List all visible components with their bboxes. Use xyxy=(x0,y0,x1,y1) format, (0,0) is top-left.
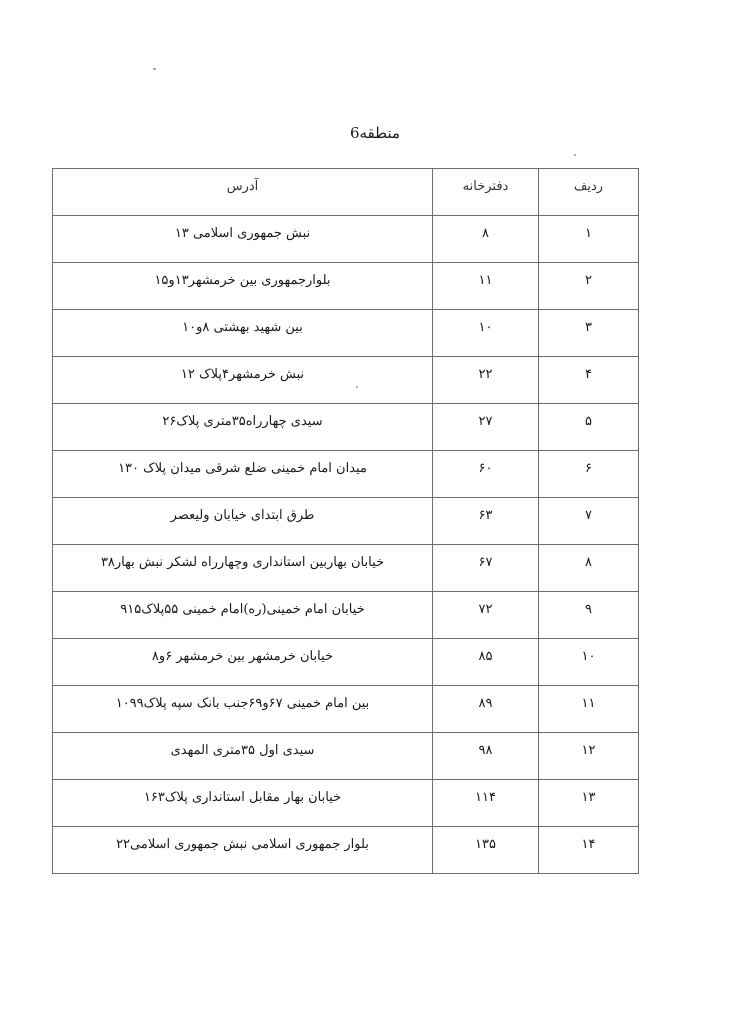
cell-address: میدان امام خمینی ضلع شرقی میدان پلاک ۱۳۰ xyxy=(53,451,433,498)
cell-office: ۱۱ xyxy=(433,263,539,310)
cell-office: ۸۹ xyxy=(433,686,539,733)
cell-address: طرق ابتدای خیابان ولیعصر xyxy=(53,498,433,545)
cell-office: ۶۳ xyxy=(433,498,539,545)
cell-office: ۱۰ xyxy=(433,310,539,357)
cell-office: ۲۲ xyxy=(433,357,539,404)
cell-address: نبش خرمشهر۴پلاک ۱۲ xyxy=(53,357,433,404)
cell-row-number: ۵ xyxy=(539,404,639,451)
header-office: دفترخانه xyxy=(433,169,539,216)
scan-speck xyxy=(574,154,576,156)
cell-address: خیابان امام خمینی(ره)امام خمینی ۵۵پلاک۹۱۵ xyxy=(53,592,433,639)
table-row xyxy=(53,498,639,545)
cell-office: ۸۵ xyxy=(433,639,539,686)
scan-speck xyxy=(153,68,156,70)
table-row xyxy=(53,310,639,357)
table-row xyxy=(53,827,639,874)
cell-address: بلوارجمهوری بین خرمشهر۱۳و۱۵ xyxy=(53,263,433,310)
cell-address: سیدی چهارراه۳۵متری پلاک۲۶ xyxy=(53,404,433,451)
cell-row-number: ۱۳ xyxy=(539,780,639,827)
cell-row-number: ۷ xyxy=(539,498,639,545)
table-row xyxy=(53,404,639,451)
cell-address: بین شهید بهشتی ۸و۱۰ xyxy=(53,310,433,357)
cell-address: خیابان بهار مقابل استانداری پلاک۱۶۳ xyxy=(53,780,433,827)
cell-office: ۶۰ xyxy=(433,451,539,498)
cell-address: سیدی اول ۳۵متری المهدی xyxy=(53,733,433,780)
cell-office: ۹۸ xyxy=(433,733,539,780)
table-row xyxy=(53,357,639,404)
table-row xyxy=(53,263,639,310)
cell-office: ۱۱۴ xyxy=(433,780,539,827)
table-row xyxy=(53,686,639,733)
cell-row-number: ۹ xyxy=(539,592,639,639)
cell-office: ۸ xyxy=(433,216,539,263)
cell-office: ۱۳۵ xyxy=(433,827,539,874)
cell-row-number: ۶ xyxy=(539,451,639,498)
cell-row-number: ۱ xyxy=(539,216,639,263)
notary-offices-table xyxy=(52,168,639,874)
cell-row-number: ۱۰ xyxy=(539,639,639,686)
cell-office: ۶۷ xyxy=(433,545,539,592)
cell-row-number: ۴ xyxy=(539,357,639,404)
cell-row-number: ۱۱ xyxy=(539,686,639,733)
cell-row-number: ۲ xyxy=(539,263,639,310)
cell-address: خیابان بهاربین استانداری وچهارراه لشکر نبش بهار۳۸ xyxy=(53,545,433,592)
table-row xyxy=(53,216,639,263)
cell-row-number: ۱۲ xyxy=(539,733,639,780)
cell-address: بین امام خمینی ۶۷و۶۹جنب بانک سپه پلاک۱۰۹۹ xyxy=(53,686,433,733)
cell-address: خیابان خرمشهر بین خرمشهر ۶و۸ xyxy=(53,639,433,686)
cell-office: ۲۷ xyxy=(433,404,539,451)
page-title: منطقه6 xyxy=(349,124,401,142)
header-row-number: ردیف xyxy=(539,169,639,216)
table-row xyxy=(53,592,639,639)
cell-row-number: ۸ xyxy=(539,545,639,592)
header-address: آدرس xyxy=(53,169,433,216)
table-header-row xyxy=(53,169,639,216)
cell-address: بلوار جمهوری اسلامی نبش جمهوری اسلامی۲۲ xyxy=(53,827,433,874)
table-row xyxy=(53,639,639,686)
table-row xyxy=(53,451,639,498)
table-row xyxy=(53,733,639,780)
table-row xyxy=(53,780,639,827)
cell-address: نبش جمهوری اسلامی ۱۳ xyxy=(53,216,433,263)
cell-office: ۷۲ xyxy=(433,592,539,639)
table-row xyxy=(53,545,639,592)
cell-row-number: ۱۴ xyxy=(539,827,639,874)
cell-row-number: ۳ xyxy=(539,310,639,357)
